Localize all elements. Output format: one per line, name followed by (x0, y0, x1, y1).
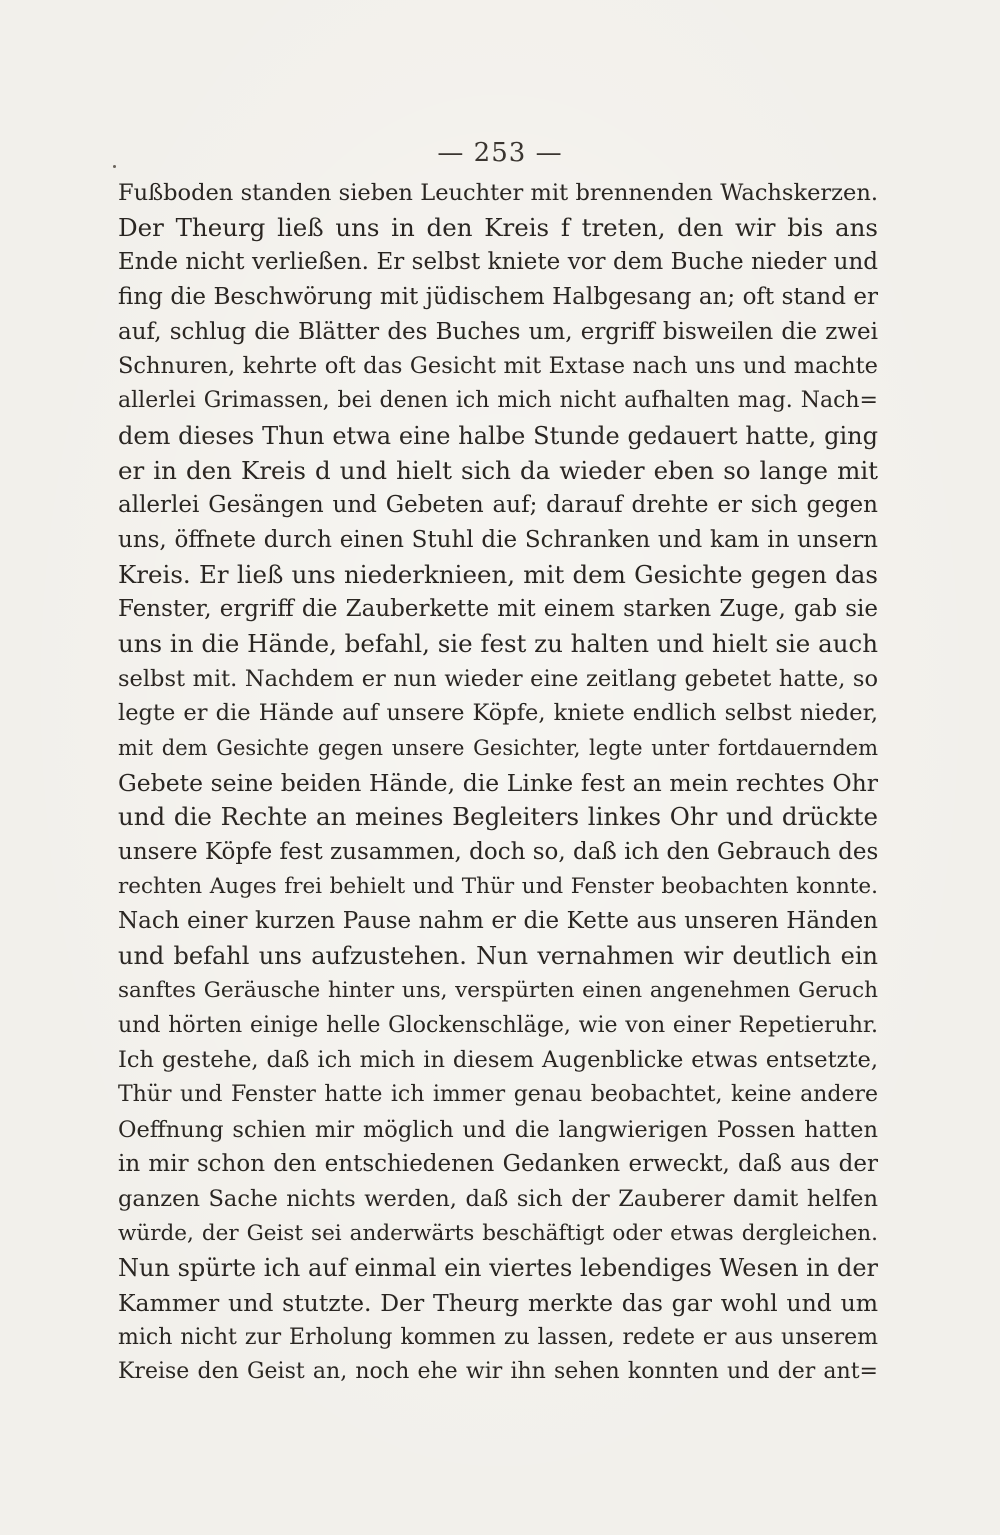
text-line: mich nicht zur Erholung kommen zu lassen, redete er aus unserem (118, 1324, 878, 1350)
text-line: fing die Beschwörung mit jüdischem Halbgesang an; oft stand er (118, 284, 878, 311)
text-line: sanftes Geräusche hinter uns, verspürten einen angenehmen Geruch (118, 977, 878, 1003)
text-line: selbst mit. Nachdem er nun wieder eine zeitlang gebetet hatte, so (118, 665, 878, 692)
text-line: Nach einer kurzen Pause nahm er die Kette aus unseren Händen (118, 908, 878, 935)
text-line: Ende nicht verließen. Er selbst kniete vor dem Buche nieder und (118, 249, 878, 276)
text-line: Kreise den Geist an, noch ehe wir ihn sehen konnten und der ant= (118, 1359, 878, 1385)
text-line: unsere Köpfe fest zusammen, doch so, daß ich den Gebrauch des (118, 839, 878, 866)
text-line: Der Theurg ließ uns in den Kreis f treten, den wir bis ans (118, 212, 878, 242)
text-line: Fußboden standen sieben Leuchter mit brennenden Wachskerzen. (118, 180, 878, 206)
text-line: allerlei Grimassen, bei denen ich mich nicht aufhalten mag. Nach= (118, 388, 878, 414)
text-line: Ich gestehe, daß ich mich in diesem Augenblicke etwas entsetzte, (118, 1047, 878, 1074)
text-line: in mir schon den entschiedenen Gedanken erweckt, daß aus der (118, 1151, 878, 1178)
text-line: auf, schlug die Blätter des Buches um, ergriff bisweilen die zwei (118, 318, 878, 345)
body-text (118, 176, 878, 1390)
text-line: er in den Kreis d und hielt sich da wieder eben so lange mit (118, 455, 878, 485)
text-line: Thür und Fenster hatte ich immer genau beobachtet, keine andere (118, 1081, 878, 1107)
text-line: Nun spürte ich auf einmal ein viertes lebendiges Wesen in der (118, 1254, 878, 1283)
text-line: allerlei Gesängen und Gebeten auf; darauf drehte er sich gegen (118, 492, 878, 519)
text-line: Fenster, ergriff die Zauberkette mit einem starken Zuge, gab sie (118, 596, 878, 623)
text-line: Kreis. Er ließ uns niederknieen, mit dem Gesichte gegen das (118, 559, 878, 589)
text-line: uns in die Hände, befahl, sie fest zu halten und hielt sie auch (118, 628, 878, 658)
text-line: rechten Auges frei behielt und Thür und Fenster beobachten konnte. (118, 873, 878, 899)
text-line: uns, öffnete durch einen Stuhl die Schranken und kam in unsern (118, 526, 878, 553)
text-line: und hörten einige helle Glockenschläge, wie von einer Repetieruhr. (118, 1012, 878, 1038)
text-line: und die Rechte an meines Begleiters linkes Ohr und drückte (118, 802, 878, 832)
text-line: Oeffnung schien mir möglich und die langwierigen Possen hatten (118, 1116, 878, 1143)
text-line: würde, der Geist sei anderwärts beschäftigt oder etwas dergleichen. (118, 1220, 878, 1246)
text-line: dem dieses Thun etwa eine halbe Stunde gedauert hatte, ging (118, 421, 878, 450)
page-number: — 253 — (437, 138, 563, 168)
text-line: Gebete seine beiden Hände, die Linke fest an mein rechtes Ohr (118, 768, 878, 797)
text-line: legte er die Hände auf unsere Köpfe, kniete endlich selbst nieder, (118, 700, 878, 727)
text-line: Kammer und stutzte. Der Theurg merkte das gar wohl und um (118, 1289, 878, 1317)
text-line: ganzen Sache nichts werden, daß sich der Zauberer damit helfen (118, 1185, 878, 1212)
text-line: Schnuren, kehrte oft das Gesicht mit Extase nach uns und machte (118, 353, 878, 380)
text-line: mit dem Gesichte gegen unsere Gesichter, legte unter fortdauerndem (118, 736, 878, 760)
text-line: und befahl uns aufzustehen. Nun vernahmen wir deutlich ein (118, 942, 878, 971)
